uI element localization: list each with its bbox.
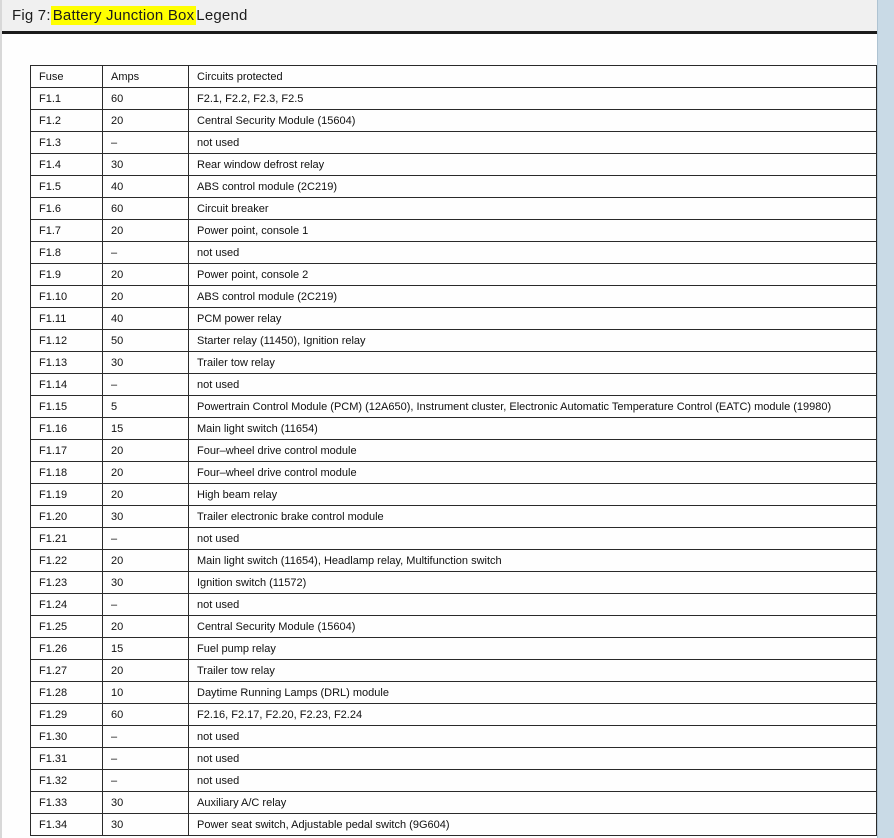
fuse-cell: F1.19 [31,484,103,506]
fuse-cell: F1.10 [31,286,103,308]
table-row [31,682,877,704]
circuits-cell: not used [189,242,877,264]
figure-caption-bar [2,0,879,34]
amps-cell: 30 [103,572,189,594]
amps-cell: 20 [103,484,189,506]
table-row [31,132,877,154]
fuse-cell: F1.16 [31,418,103,440]
circuits-cell: Trailer tow relay [189,352,877,374]
amps-cell: – [103,242,189,264]
fuse-cell: F1.21 [31,528,103,550]
amps-cell: 20 [103,660,189,682]
fuse-cell: F1.27 [31,660,103,682]
table-row [31,286,877,308]
circuits-cell: Ignition switch (11572) [189,572,877,594]
table-row [31,660,877,682]
fuse-cell: F1.18 [31,462,103,484]
circuits-cell: Four–wheel drive control module [189,462,877,484]
amps-cell: 40 [103,308,189,330]
table-row [31,616,877,638]
amps-cell: 20 [103,264,189,286]
fuse-cell: F1.3 [31,132,103,154]
table-row [31,88,877,110]
amps-cell: 30 [103,154,189,176]
table-row [31,418,877,440]
column-header: Amps [103,66,189,88]
caption-prefix: Fig 7: [12,7,51,24]
fuse-cell: F1.9 [31,264,103,286]
fuse-cell: F1.13 [31,352,103,374]
table-row [31,264,877,286]
circuits-cell: not used [189,528,877,550]
circuits-cell: Main light switch (11654) [189,418,877,440]
amps-cell: 20 [103,220,189,242]
circuits-cell: not used [189,374,877,396]
vertical-scrollbar[interactable] [877,0,894,838]
circuits-cell: Four–wheel drive control module [189,440,877,462]
circuits-cell: Fuel pump relay [189,638,877,660]
column-header: Fuse [31,66,103,88]
table-row [31,308,877,330]
circuits-cell: High beam relay [189,484,877,506]
table-row [31,704,877,726]
circuits-cell: Central Security Module (15604) [189,110,877,132]
amps-cell: – [103,374,189,396]
table-row [31,462,877,484]
table-row [31,198,877,220]
amps-cell: 15 [103,638,189,660]
amps-cell: 60 [103,198,189,220]
amps-cell: 30 [103,506,189,528]
circuits-cell: Circuit breaker [189,198,877,220]
circuits-cell: Starter relay (11450), Ignition relay [189,330,877,352]
fuse-cell: F1.7 [31,220,103,242]
amps-cell: 40 [103,176,189,198]
table-row [31,792,877,814]
fuse-cell: F1.24 [31,594,103,616]
table-row [31,440,877,462]
circuits-cell: Main light switch (11654), Headlamp relay, Multifunction switch [189,550,877,572]
table-row [31,506,877,528]
amps-cell: – [103,770,189,792]
fuse-cell: F1.25 [31,616,103,638]
amps-cell: – [103,132,189,154]
circuits-cell: Power point, console 1 [189,220,877,242]
circuits-cell: F2.1, F2.2, F2.3, F2.5 [189,88,877,110]
fuse-cell: F1.11 [31,308,103,330]
fuse-legend-table [30,65,877,836]
fuse-cell: F1.4 [31,154,103,176]
amps-cell: 10 [103,682,189,704]
table-row [31,374,877,396]
amps-cell: 60 [103,704,189,726]
fuse-cell: F1.12 [31,330,103,352]
circuits-cell: Power seat switch, Adjustable pedal switch (9G604) [189,814,877,836]
table-body [31,88,877,836]
amps-cell: 30 [103,792,189,814]
circuits-cell: Trailer electronic brake control module [189,506,877,528]
table-row [31,770,877,792]
fuse-cell: F1.8 [31,242,103,264]
column-header: Circuits protected [189,66,877,88]
circuits-cell: Power point, console 2 [189,264,877,286]
fuse-cell: F1.30 [31,726,103,748]
circuits-cell: Rear window defrost relay [189,154,877,176]
circuits-cell: ABS control module (2C219) [189,286,877,308]
amps-cell: 30 [103,814,189,836]
circuits-cell: not used [189,132,877,154]
table-row [31,528,877,550]
table-row [31,484,877,506]
table-row [31,814,877,836]
fuse-cell: F1.14 [31,374,103,396]
table-row [31,638,877,660]
fuse-cell: F1.5 [31,176,103,198]
table-row [31,550,877,572]
fuse-cell: F1.31 [31,748,103,770]
table-row [31,726,877,748]
fuse-cell: F1.20 [31,506,103,528]
amps-cell: 20 [103,616,189,638]
circuits-cell: Powertrain Control Module (PCM) (12A650), Instrument cluster, Electronic Automatic Temperature Control (EATC) module (19980) [189,396,877,418]
table-row [31,154,877,176]
fuse-cell: F1.28 [31,682,103,704]
amps-cell: – [103,748,189,770]
circuits-cell: not used [189,726,877,748]
amps-cell: 50 [103,330,189,352]
fuse-cell: F1.15 [31,396,103,418]
caption-suffix: Legend [196,7,248,24]
circuits-cell: PCM power relay [189,308,877,330]
fuse-cell: F1.22 [31,550,103,572]
fuse-cell: F1.2 [31,110,103,132]
amps-cell: 5 [103,396,189,418]
fuse-cell: F1.26 [31,638,103,660]
table-row [31,220,877,242]
table-row [31,352,877,374]
circuits-cell: F2.16, F2.17, F2.20, F2.23, F2.24 [189,704,877,726]
amps-cell: 15 [103,418,189,440]
amps-cell: 20 [103,110,189,132]
amps-cell: – [103,594,189,616]
table-row [31,110,877,132]
circuits-cell: Auxiliary A/C relay [189,792,877,814]
highlighted-text: Battery Junction Box [52,7,195,24]
amps-cell: 30 [103,352,189,374]
circuits-cell: not used [189,748,877,770]
circuits-cell: Central Security Module (15604) [189,616,877,638]
circuits-cell: Daytime Running Lamps (DRL) module [189,682,877,704]
circuits-cell: Trailer tow relay [189,660,877,682]
fuse-cell: F1.23 [31,572,103,594]
fuse-cell: F1.34 [31,814,103,836]
table-header-row [31,66,877,88]
amps-cell: – [103,726,189,748]
amps-cell: 20 [103,462,189,484]
table-row [31,330,877,352]
fuse-cell: F1.6 [31,198,103,220]
amps-cell: 20 [103,440,189,462]
fuse-cell: F1.33 [31,792,103,814]
table-row [31,396,877,418]
fuse-cell: F1.32 [31,770,103,792]
circuits-cell: not used [189,770,877,792]
table-row [31,594,877,616]
amps-cell: 20 [103,550,189,572]
table-row [31,242,877,264]
fuse-cell: F1.17 [31,440,103,462]
table-row [31,572,877,594]
amps-cell: – [103,528,189,550]
amps-cell: 60 [103,88,189,110]
table-row [31,176,877,198]
fuse-cell: F1.1 [31,88,103,110]
circuits-cell: not used [189,594,877,616]
table-row [31,748,877,770]
circuits-cell: ABS control module (2C219) [189,176,877,198]
fuse-cell: F1.29 [31,704,103,726]
amps-cell: 20 [103,286,189,308]
